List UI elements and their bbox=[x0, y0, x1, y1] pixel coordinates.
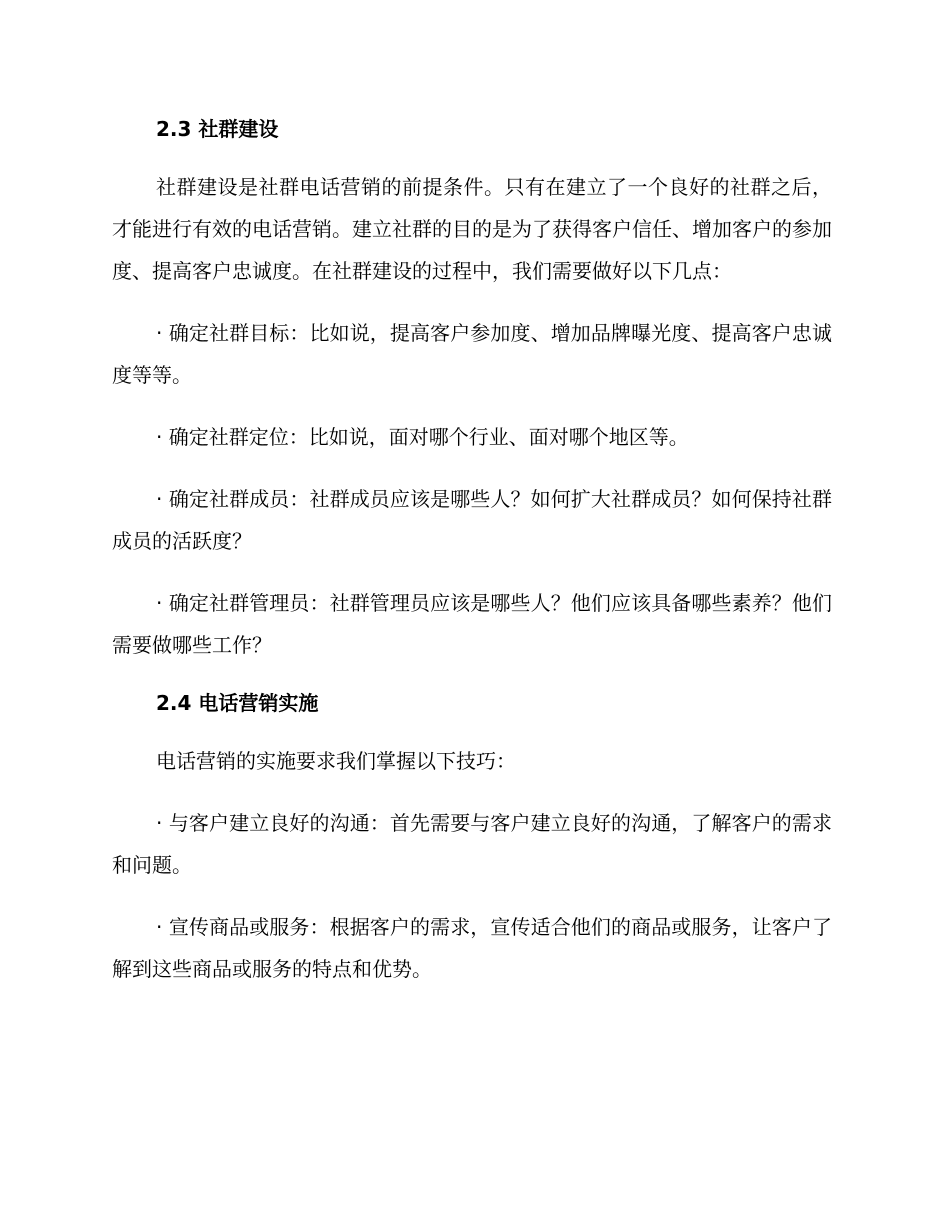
section-2-3-intro: 社群建设是社群电话营销的前提条件。只有在建立了一个良好的社群之后，才能进行有效的电话营销。建立社群的目的是为了获得客户信任、增加客户的参加度、提高客户忠诚度。在社群建设的过程中，我们需要做好以下几点： bbox=[112, 175, 832, 283]
section-2-4-intro: 电话营销的实施要求我们掌握以下技巧： bbox=[156, 749, 516, 773]
section-heading-2-3: 2.3 社群建设 bbox=[156, 117, 279, 141]
bullet-community-admins: · 确定社群管理员：社群管理员应该是哪些人？他们应该具备哪些素养？他们需要做哪些工作？ bbox=[112, 591, 832, 657]
bullet-customer-communication: · 与客户建立良好的沟通：首先需要与客户建立良好的沟通，了解客户的需求和问题。 bbox=[112, 811, 832, 877]
section-heading-2-4: 2.4 电话营销实施 bbox=[156, 691, 319, 715]
bullet-community-positioning: · 确定社群定位：比如说，面对哪个行业、面对哪个地区等。 bbox=[156, 425, 689, 449]
document-page bbox=[112, 112, 832, 1010]
bullet-community-goal: · 确定社群目标：比如说，提高客户参加度、增加品牌曝光度、提高客户忠诚度等等。 bbox=[112, 321, 832, 387]
bullet-promote-products: · 宣传商品或服务：根据客户的需求，宣传适合他们的商品或服务，让客户了解到这些商品或服务的特点和优势。 bbox=[112, 915, 832, 981]
bullet-community-members: · 确定社群成员：社群成员应该是哪些人？如何扩大社群成员？如何保持社群成员的活跃度？ bbox=[112, 487, 832, 553]
